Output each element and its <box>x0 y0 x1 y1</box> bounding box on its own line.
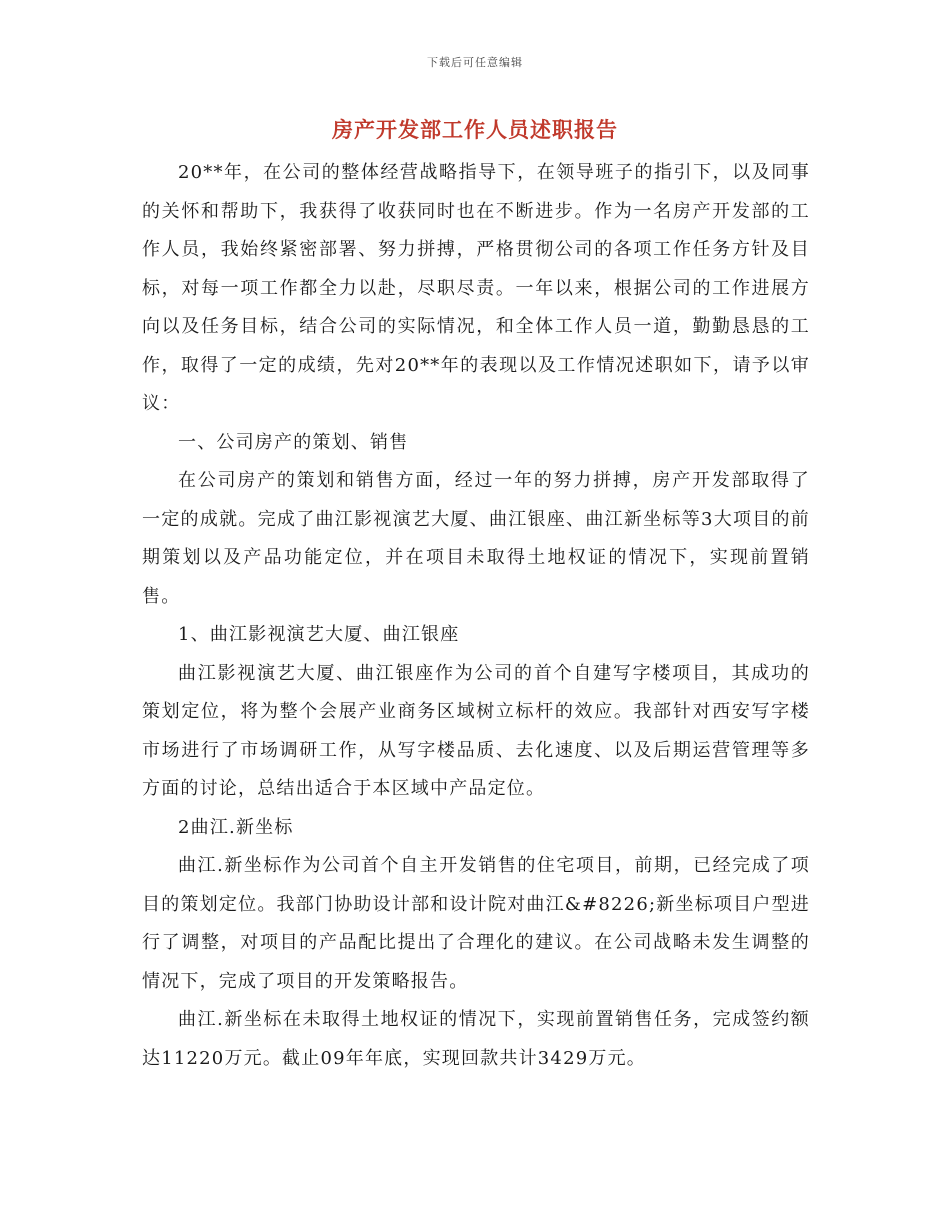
section-heading-planning-sales: 一、公司房产的策划、销售 <box>178 431 409 453</box>
header-note: 下载后可任意编辑 <box>427 56 523 69</box>
document-title: 房产开发部工作人员述职报告 <box>332 117 618 142</box>
paragraph-intro: 20**年，在公司的整体经营战略指导下，在领导班子的指引下，以及同事的关怀和帮助下，我获得了收获同时也在不断进步。作为一名房产开发部的工作人员，我始终紧密部署、努力拼搏，严格贯彻公司的各项工作任务方针及目标，对每一项工作都全力以赴，尽职尽责。一年以来，根据公司的工作进展方向以及任务目标，结合公司的实际情况，和全体工作人员一道，勤勤恳恳的工作，取得了一定的成绩，先对20**年的表现以及工作情况述职如下，请予以审议： <box>142 162 810 414</box>
subsection-heading-1: 1、曲江影视演艺大厦、曲江银座 <box>178 624 460 645</box>
document-body <box>142 154 810 1078</box>
paragraph-presales: 曲江.新坐标在未取得土地权证的情况下，实现前置销售任务，完成签约额达11220万元。截止09年年底，实现回款共计3429万元。 <box>142 1009 810 1069</box>
subsection-heading-2: 2曲江.新坐标 <box>178 816 294 838</box>
paragraph-new-coordinate: 曲江.新坐标作为公司首个自主开发销售的住宅项目，前期，已经完成了项目的策划定位。我部门协助设计部和设计院对曲江&#8226;新坐标项目户型进行了调整，对项目的产品配比提出了合理化的建议。在公司战略未发生调整的情况下，完成了项目的开发策略报告。 <box>142 855 810 992</box>
paragraph-planning-sales: 在公司房产的策划和销售方面，经过一年的努力拼搏，房产开发部取得了一定的成就。完成了曲江影视演艺大厦、曲江银座、曲江新坐标等3大项目的前期策划以及产品功能定位，并在项目未取得土地权证的情况下，实现前置销售。 <box>142 470 810 607</box>
paragraph-office-projects: 曲江影视演艺大厦、曲江银座作为公司的首个自建写字楼项目，其成功的策划定位，将为整个会展产业商务区域树立标杆的效应。我部针对西安写字楼市场进行了市场调研工作，从写字楼品质、去化速度、以及后期运营管理等多方面的讨论，总结出适合于本区域中产品定位。 <box>142 662 810 799</box>
